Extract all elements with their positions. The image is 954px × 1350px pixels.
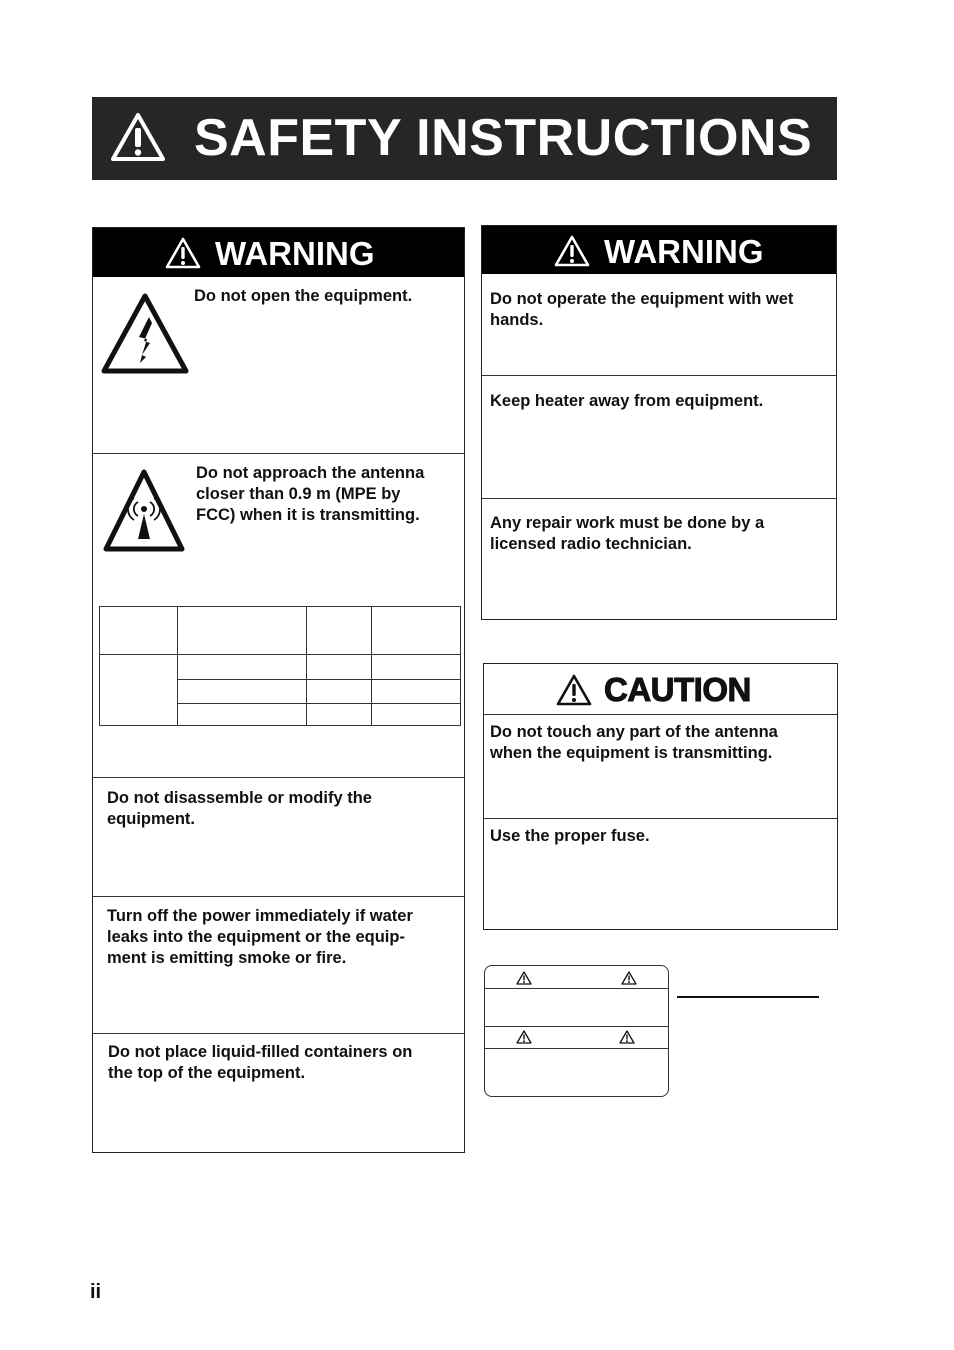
- rf-distance-table: [99, 606, 461, 726]
- divider: [484, 714, 837, 715]
- divider: [93, 1033, 464, 1034]
- caution-header: [484, 664, 837, 714]
- caution-text-antenna: Do not touch any part of the antenna when the equipment is transmitting.: [490, 723, 778, 762]
- page-title: SAFETY INSTRUCTIONS: [194, 109, 813, 167]
- warning-header: [482, 226, 836, 274]
- warning-text-repair: Any repair work must be done by a licensed radio technician.: [490, 514, 765, 553]
- caution-panel: [483, 663, 838, 930]
- divider: [485, 1048, 668, 1049]
- divider: [482, 375, 836, 376]
- warning-triangle-icon: [619, 1030, 635, 1044]
- warning-triangle-icon: [621, 971, 637, 985]
- divider: [93, 777, 464, 778]
- warning-header: [93, 228, 464, 277]
- caution-text-fuse: Use the proper fuse.: [490, 827, 650, 845]
- warning-text-liquid: Do not place liquid-filled containers on the top of the equipment.: [108, 1043, 413, 1082]
- divider: [93, 896, 464, 897]
- warning-triangle-icon: [556, 674, 592, 706]
- warning-text-antenna: Do not approach the antenna closer than 0.9 m (MPE by FCC) when it is transmitting.: [196, 464, 425, 524]
- warning-text-wet-hands: Do not operate the equipment with wet hands.: [490, 290, 794, 329]
- divider: [484, 818, 837, 819]
- warning-triangle-icon: [516, 1030, 532, 1044]
- radio-frequency-hazard-icon: [103, 469, 185, 553]
- warning-text-open: Do not open the equipment.: [194, 287, 413, 305]
- warning-text-power-off: Turn off the power immediately if water leaks into the equipment or the equip- ment is emitting smoke or fire.: [107, 907, 413, 967]
- warning-label-illustration: [484, 965, 669, 1097]
- warning-triangle-icon: [110, 112, 166, 162]
- label-underline: [677, 996, 819, 998]
- page-number: ii: [90, 1281, 102, 1303]
- divider: [93, 453, 464, 454]
- divider: [485, 988, 668, 989]
- warning-header-label: WARNING: [215, 235, 375, 272]
- high-voltage-icon: [100, 293, 190, 375]
- warning-panel-right: [481, 225, 837, 620]
- warning-header-label: WARNING: [604, 233, 764, 270]
- warning-triangle-icon: [554, 235, 590, 267]
- warning-text-disassemble: Do not disassemble or modify the equipment.: [107, 789, 372, 828]
- title-banner: [92, 97, 837, 180]
- warning-triangle-icon: [516, 971, 532, 985]
- caution-header-label: CAUTION: [604, 671, 751, 708]
- divider: [482, 498, 836, 499]
- warning-text-heater: Keep heater away from equipment.: [490, 392, 764, 410]
- warning-triangle-icon: [165, 237, 201, 269]
- divider: [485, 1026, 668, 1027]
